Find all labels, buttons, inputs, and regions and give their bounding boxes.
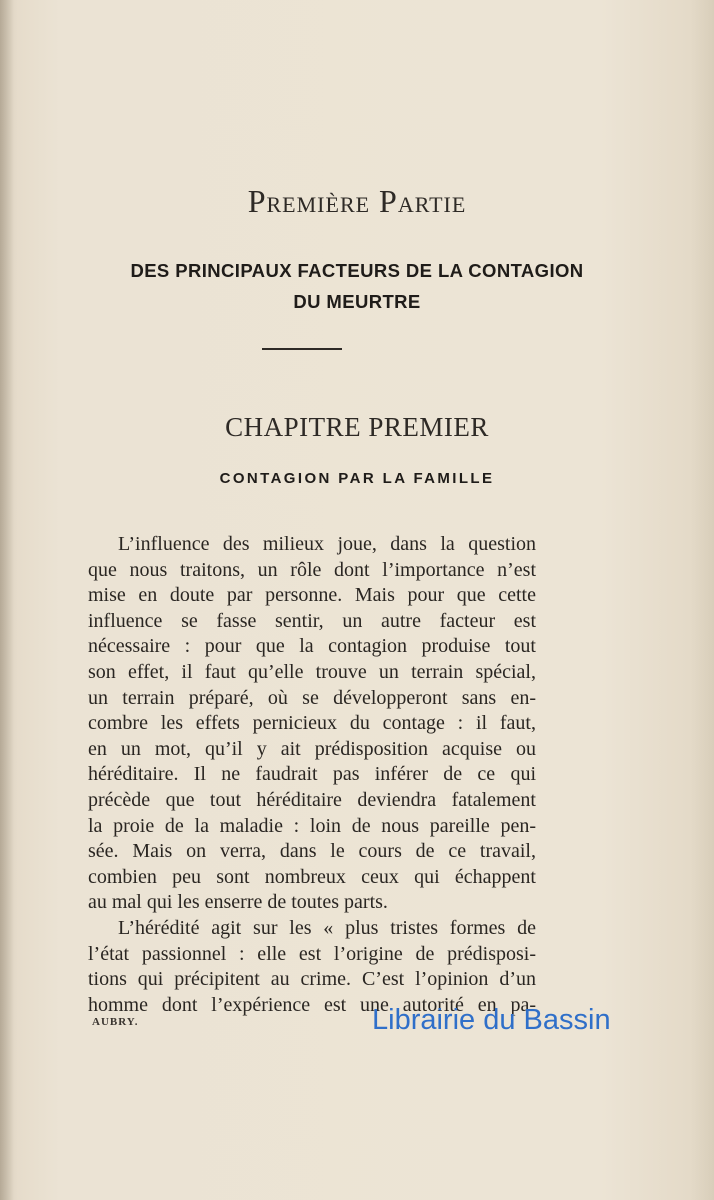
text-line: nécessaire : pour que la contagion produise tout [88, 635, 536, 658]
part-subtitle-line: DU MEURTRE [293, 291, 421, 312]
chapter-subtitle: CONTAGION PAR LA FAMILLE [219, 470, 495, 487]
text-line: homme dont l’expérience est une autorité en pa- [88, 993, 536, 1016]
text-line: influence se fasse sentir, un autre facteur est [88, 609, 536, 632]
text-line: mise en doute par personne. Mais pour que cette [88, 584, 536, 607]
text-line: combien peu sont nombreux ceux qui échappent [88, 865, 536, 888]
chapter-title: CHAPITRE PREMIER [225, 412, 489, 442]
text-line: héréditaire. Il ne faudrait pas inférer de ce qui [88, 763, 536, 786]
text-line: combre les effets pernicieux du contage : il faut, [88, 712, 536, 735]
text-line: un terrain préparé, où se développeront sans en- [88, 686, 536, 709]
text-line: la proie de la maladie : loin de nous pareille pen- [88, 814, 536, 837]
part-subtitle [40, 255, 674, 317]
text-line: son effet, il faut qu’elle trouve un terrain spécial, [88, 660, 536, 683]
text-line: en un mot, qu’il y ait prédisposition acquise ou [88, 737, 536, 760]
watermark: Librairie du Bassin [372, 1004, 611, 1036]
text-line: tions qui précipitent au crime. C’est l’opinion d’un [88, 968, 536, 991]
section-divider [262, 348, 342, 350]
text-line: sée. Mais on verra, dans le cours de ce travail, [88, 840, 536, 863]
binding-shadow [0, 0, 14, 1200]
text-line: que nous traitons, un rôle dont l’importance n’est [88, 558, 536, 581]
text-line: L’influence des milieux joue, dans la question [118, 533, 536, 555]
part-title: Première Partie [247, 183, 467, 219]
text-line: l’état passionnel : elle est l’origine de prédisposi- [88, 942, 536, 965]
footer-signature: AUBRY. [92, 1016, 139, 1028]
text-line: précède que tout héréditaire deviendra fatalement [88, 788, 536, 811]
text-line: L’hérédité agit sur les « plus tristes formes de [118, 916, 536, 939]
part-subtitle-line: DES PRINCIPAUX FACTEURS DE LA CONTAGION [130, 260, 584, 281]
body-text [88, 532, 536, 1018]
text-line: au mal qui les enserre de toutes parts. [88, 891, 388, 914]
